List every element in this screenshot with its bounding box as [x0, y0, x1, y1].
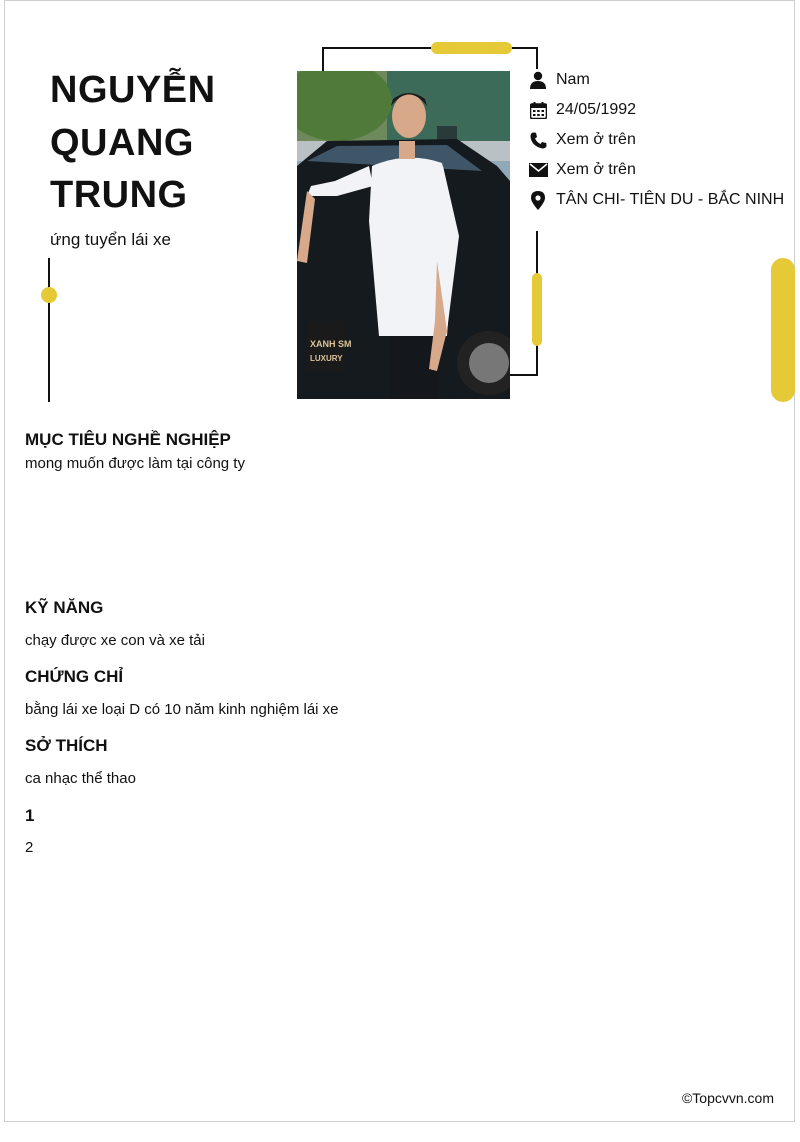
- position-applied: ứng tuyển lái xe: [50, 230, 172, 249]
- email-text: Xem ở trên: [556, 161, 636, 178]
- address-text: TÂN CHI- TIÊN DU - BẮC NINH: [556, 191, 785, 208]
- photo-frame-right-top: [536, 47, 538, 69]
- photo-frame-bottom: [508, 374, 538, 376]
- location-icon: [528, 190, 548, 210]
- photo-frame-accent-top: [431, 42, 512, 54]
- name-line-1: NGUYỄN: [50, 69, 216, 111]
- photo-frame-accent-side: [532, 273, 542, 346]
- contact-gender: [528, 69, 590, 91]
- extra-body: 2: [25, 839, 34, 856]
- right-edge-accent: [771, 258, 795, 402]
- phone-icon: [528, 130, 548, 150]
- contact-address: [528, 189, 784, 211]
- birthday-text: 24/05/1992: [556, 101, 637, 118]
- contact-birthday: [528, 99, 636, 121]
- user-icon: [528, 70, 548, 90]
- skills-body: chạy được xe con và xe tải: [25, 632, 205, 649]
- calendar-icon: [528, 100, 548, 120]
- certificates-body: bằng lái xe loại D có 10 năm kinh nghiệm lái xe: [25, 701, 339, 718]
- phone-text: Xem ở trên: [556, 131, 636, 148]
- copyright-text: ©Topcvvn.com: [681, 1090, 774, 1106]
- gender-text: Nam: [556, 71, 590, 88]
- hobbies-title: SỞ THÍCH: [25, 736, 108, 755]
- extra-title: 1: [25, 806, 35, 825]
- left-decor-dot: [41, 287, 57, 303]
- car-text-2: LUXURY: [310, 354, 343, 363]
- photo-frame-left: [322, 47, 324, 71]
- left-decor-line: [48, 258, 50, 402]
- hobbies-body: ca nhạc thể thao: [25, 770, 136, 787]
- mail-icon: [528, 160, 548, 180]
- contact-email: [528, 159, 636, 181]
- objective-body: mong muốn được làm tại công ty: [25, 455, 245, 472]
- objective-title: MỤC TIÊU NGHỀ NGHIỆP: [25, 430, 231, 449]
- name-line-3: TRUNG: [50, 174, 188, 216]
- profile-photo: [297, 71, 510, 399]
- name-line-2: QUANG: [50, 122, 194, 164]
- contact-phone: [528, 129, 636, 151]
- skills-title: KỸ NĂNG: [25, 598, 104, 617]
- car-text-1: XANH SM: [310, 339, 352, 349]
- certificates-title: CHỨNG CHỈ: [25, 667, 124, 686]
